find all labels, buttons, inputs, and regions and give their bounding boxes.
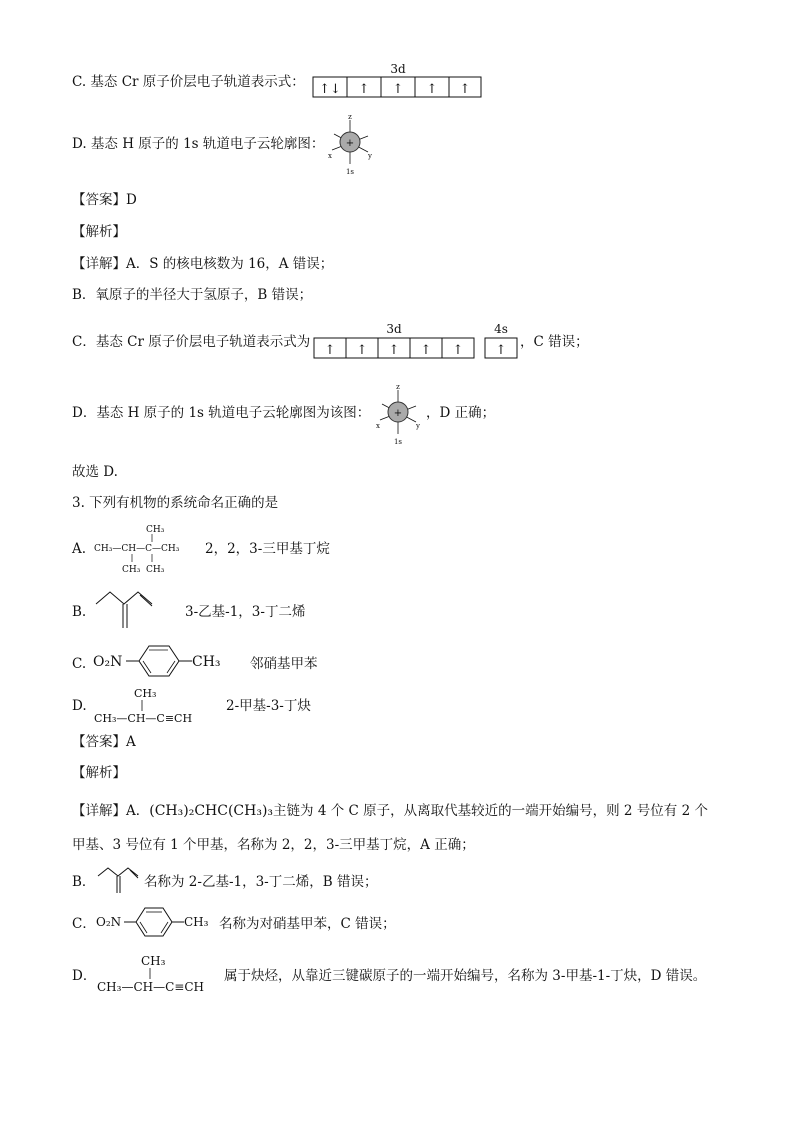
- analysis-label: 【解析】: [72, 224, 126, 240]
- orbital-box-1: ↑↓: [319, 82, 341, 97]
- svg-text:CH₃: CH₃: [184, 915, 209, 929]
- svg-text:↑: ↑: [495, 343, 507, 358]
- orbital-4s-label: 4s: [494, 322, 508, 336]
- q3-detail-c-suffix: 名称为对硝基甲苯，C 错误；: [219, 916, 396, 932]
- c-ch3-group: CH₃: [192, 654, 221, 670]
- nucleus-plus: +: [345, 138, 355, 149]
- q3-b-label: B.: [72, 604, 87, 620]
- q3-c-structure-answer: [96, 906, 220, 938]
- svg-text:↑: ↑: [324, 343, 336, 358]
- conclusion: 故选 D.: [72, 464, 118, 480]
- detail-c-prefix: C．基态 Cr 原子价层电子轨道表示式为: [72, 334, 311, 350]
- q3-analysis-label: 【解析】: [72, 765, 126, 781]
- q3-detail-c-prefix: C．: [72, 916, 96, 932]
- q3-detail-a-line2: 甲基、3 号位有 1 个甲基，名称为 2，2，3-三甲基丁烷，A 正确；: [72, 837, 475, 853]
- q3-detail-label: 【详解】: [72, 803, 126, 819]
- q3-d-label: D.: [72, 698, 87, 714]
- a-top-ch3: CH₃: [146, 525, 165, 535]
- q3-stem: 3. 下列有机物的系统命名正确的是: [72, 495, 279, 511]
- a-main-chain: CH₃—CH—C—CH₃: [94, 544, 180, 554]
- orbital-3d-label: 3d: [390, 62, 406, 76]
- cr-orbital-diagram-answer: [313, 321, 523, 361]
- q3-b-skeletal-answer: [96, 866, 144, 896]
- svg-text:↑: ↑: [356, 343, 368, 358]
- q3-a-name: 2，2，3-三甲基丁烷: [205, 541, 330, 557]
- answer-label: 【答案】: [72, 192, 126, 208]
- orbital-box-4: ↑: [426, 82, 438, 97]
- option-c-text: C. 基态 Cr 原子价层电子轨道表示式：: [72, 74, 305, 90]
- q3-answer-value: A: [126, 734, 136, 750]
- q3-a-structure: [94, 522, 194, 576]
- orbital-box-2: ↑: [358, 82, 370, 97]
- axis-z-label: z: [348, 113, 352, 121]
- q3-answer-line: [72, 736, 136, 750]
- a-bottom-left-ch3: CH₃: [122, 565, 141, 575]
- svg-text:x: x: [376, 422, 380, 430]
- axis-y-label: y: [368, 152, 372, 160]
- detail-label: 【详解】: [72, 256, 126, 272]
- q3-a-formula: (CH₃)₂CHC(CH₃)₃: [149, 803, 274, 819]
- cr-orbital-diagram-question: [312, 60, 484, 100]
- q3-b-skeletal-structure: [94, 590, 160, 632]
- answer-line: [72, 194, 137, 208]
- q3-d-name: 2-甲基-3-丁炔: [226, 698, 311, 714]
- q3-c-name: 邻硝基甲苯: [250, 656, 318, 672]
- svg-text:O₂N: O₂N: [96, 915, 122, 929]
- a-bottom-right-ch3: CH₃: [146, 565, 165, 575]
- axis-x-label: x: [328, 152, 332, 160]
- q3-detail-d-suffix: 属于炔烃，从靠近三键碳原子的一端开始编号，名称为 3-甲基-1-丁炔，D 错误。: [224, 968, 707, 984]
- svg-text:CH₃: CH₃: [141, 954, 166, 968]
- orbital-box-3: ↑: [392, 82, 404, 97]
- svg-text:3d: 3d: [386, 322, 402, 336]
- svg-text:CH₃—CH—C≡CH: CH₃—CH—C≡CH: [97, 980, 204, 994]
- svg-text:↑: ↑: [452, 343, 464, 358]
- c-no2-group: O₂N: [93, 654, 123, 670]
- svg-text:↑: ↑: [420, 343, 432, 358]
- detail-d-prefix: D．基态 H 原子的 1s 轨道电子云轮廓图为该图：: [72, 405, 371, 421]
- q3-detail-a-line1: 【详解】A．(CH₃)₂CHC(CH₃)₃主链为 4 个 C 原子，从离取代基较近的一端开始编号，则 2 号位有 2 个: [72, 803, 708, 819]
- detail-d-suffix: ，D 正确；: [426, 405, 496, 421]
- q3-c-label: C.: [72, 656, 87, 672]
- detail-a: A．S 的核电核数为 16，A 错误；: [126, 256, 334, 272]
- orbital-1s-label: 1s: [345, 168, 355, 176]
- svg-text:z: z: [396, 383, 400, 391]
- q3-detail-d-prefix: D．: [72, 968, 97, 984]
- q3-answer-label: 【答案】: [72, 734, 126, 750]
- detail-a-line: [72, 258, 333, 272]
- q3-c-structure: [93, 644, 233, 678]
- answer-value: D: [126, 192, 137, 208]
- detail-b: B．氧原子的半径大于氢原子，B 错误；: [72, 287, 313, 303]
- q3-detail-b-prefix: B．: [72, 874, 96, 890]
- option-d-text: D. 基态 H 原子的 1s 轨道电子云轮廓图：: [72, 136, 325, 152]
- s-orbital-diagram-question: [322, 112, 378, 178]
- svg-text:↑: ↑: [388, 343, 400, 358]
- detail-c-suffix: ，C 错误；: [520, 334, 589, 350]
- q3-detail-b-suffix: 名称为 2-乙基-1，3-丁二烯，B 错误；: [144, 874, 378, 890]
- q3-d-structure-answer: [97, 952, 223, 994]
- d-top-ch3: CH₃: [134, 687, 157, 700]
- svg-text:y: y: [416, 422, 420, 430]
- q3-a-label: A.: [72, 541, 87, 557]
- d-main-chain: CH₃—CH—C≡CH: [94, 712, 193, 725]
- orbital-box-5: ↑: [459, 82, 471, 97]
- svg-text:+: +: [393, 408, 403, 419]
- q3-b-name: 3-乙基-1，3-丁二烯: [185, 604, 306, 620]
- svg-text:1s: 1s: [393, 438, 403, 446]
- s-orbital-diagram-answer: [370, 382, 426, 448]
- q3-d-structure: [94, 684, 214, 726]
